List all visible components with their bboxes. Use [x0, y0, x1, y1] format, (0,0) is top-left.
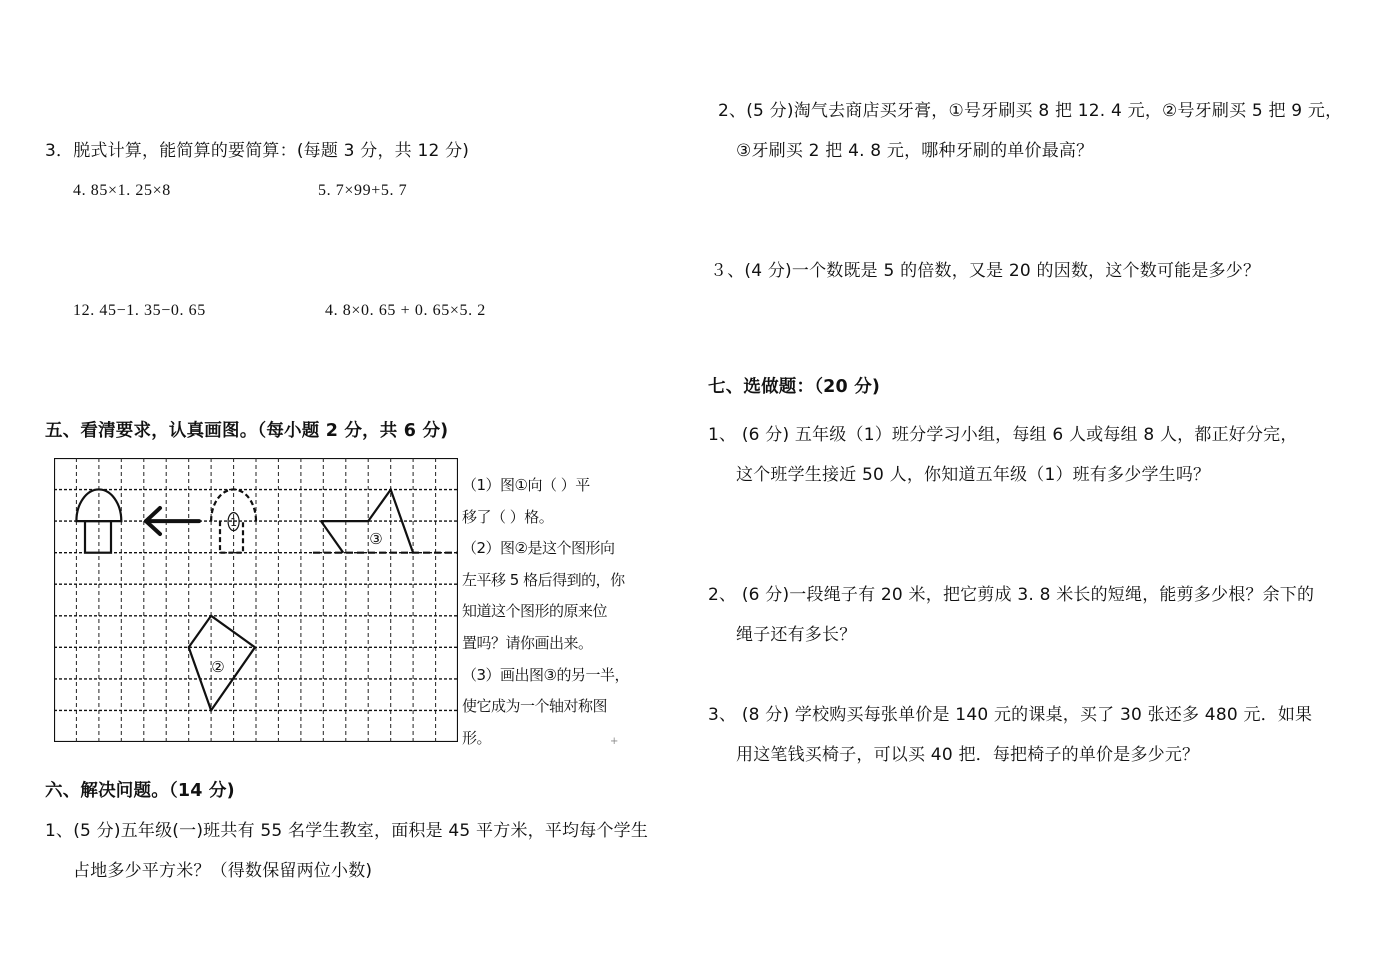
section-6-q1-line1: 1、(5 分)五年级(一)班共有 55 名学生教室，面积是 45 平方米，平均每个学生 — [45, 821, 649, 841]
instruction-line: （1）图①向（ ）平 — [462, 476, 590, 494]
instruction-line: （3）画出图③的另一半， — [462, 665, 629, 684]
cursor-mark: + — [610, 736, 619, 747]
section-6-q2-line1: 2、(5 分)淘气去商店买牙膏，①号牙刷买 8 把 12. 4 元，②号牙刷买 5 把 9 元， — [718, 101, 1343, 121]
section-7-q1-line1: 1、 (6 分) 五年级（1）班分学习小组，每组 6 人或每组 8 人，都正好分完， — [708, 425, 1298, 445]
expression-1: 4. 85×1. 25×8 — [73, 182, 171, 199]
section-6-q2-line2: ③牙刷买 2 把 4. 8 元，哪种牙刷的单价最高？ — [736, 141, 1094, 161]
section-7-q2-line2: 绳子还有多长？ — [736, 625, 857, 645]
section-6-q1-line2: 占地多少平方米？（得数保留两位小数) — [73, 861, 373, 881]
figure-2-label: ② — [211, 658, 225, 676]
instruction-line: 形。 — [462, 728, 492, 747]
section-6-q3: ３、(4 分)一个数既是 5 的倍数，又是 20 的因数，这个数可能是多少？ — [710, 261, 1261, 281]
section-7-q3-line1: 3、 (8 分) 学校购买每张单价是 140 元的课桌，买了 30 张还多 480 元．如果 — [708, 705, 1313, 725]
section-7-q3-line2: 用这笔钱买椅子，可以买 40 把．每把椅子的单价是多少元？ — [736, 745, 1200, 765]
drawing-grid[interactable] — [54, 458, 458, 742]
section-7-q2-line1: 2、 (6 分)一段绳子有 20 米，把它剪成 3. 8 米长的短绳，能剪多少根？余下的 — [708, 585, 1315, 605]
grid-figures-svg — [54, 458, 458, 742]
instruction-line: 使它成为一个轴对称图 — [462, 697, 608, 716]
expression-3: 12. 45−1. 35−0. 65 — [73, 302, 206, 319]
instruction-line: 左平移 5 格后得到的，你 — [462, 570, 625, 589]
instruction-line: 知道这个图形的原来位 — [462, 602, 608, 621]
section-7-q1-line2: 这个班学生接近 50 人，你知道五年级（1）班有多少学生吗？ — [736, 465, 1211, 485]
expression-2: 5. 7×99+5. 7 — [318, 182, 408, 199]
instruction-line: 移了（ ）格。 — [462, 507, 554, 526]
section-7-heading: 七、选做题：（20 分) — [708, 377, 881, 397]
svg-text:1: 1 — [230, 516, 238, 529]
calc-section-title: 3．脱式计算，能简算的要简算：(每题 3 分，共 12 分) — [45, 141, 470, 161]
left-arrow-icon — [146, 508, 199, 534]
section-5-heading: 五、看清要求，认真画图。（每小题 2 分，共 6 分) — [45, 421, 449, 441]
expression-4: 4. 8×0. 65 + 0. 65×5. 2 — [325, 302, 486, 319]
drawing-instructions — [462, 470, 629, 754]
figure-3-label: ③ — [369, 530, 383, 548]
instruction-line: （2）图②是这个图形向 — [462, 539, 615, 558]
instruction-line: 置吗？请你画出来。 — [462, 633, 593, 652]
section-6-heading: 六、解决问题。（14 分) — [45, 781, 235, 801]
